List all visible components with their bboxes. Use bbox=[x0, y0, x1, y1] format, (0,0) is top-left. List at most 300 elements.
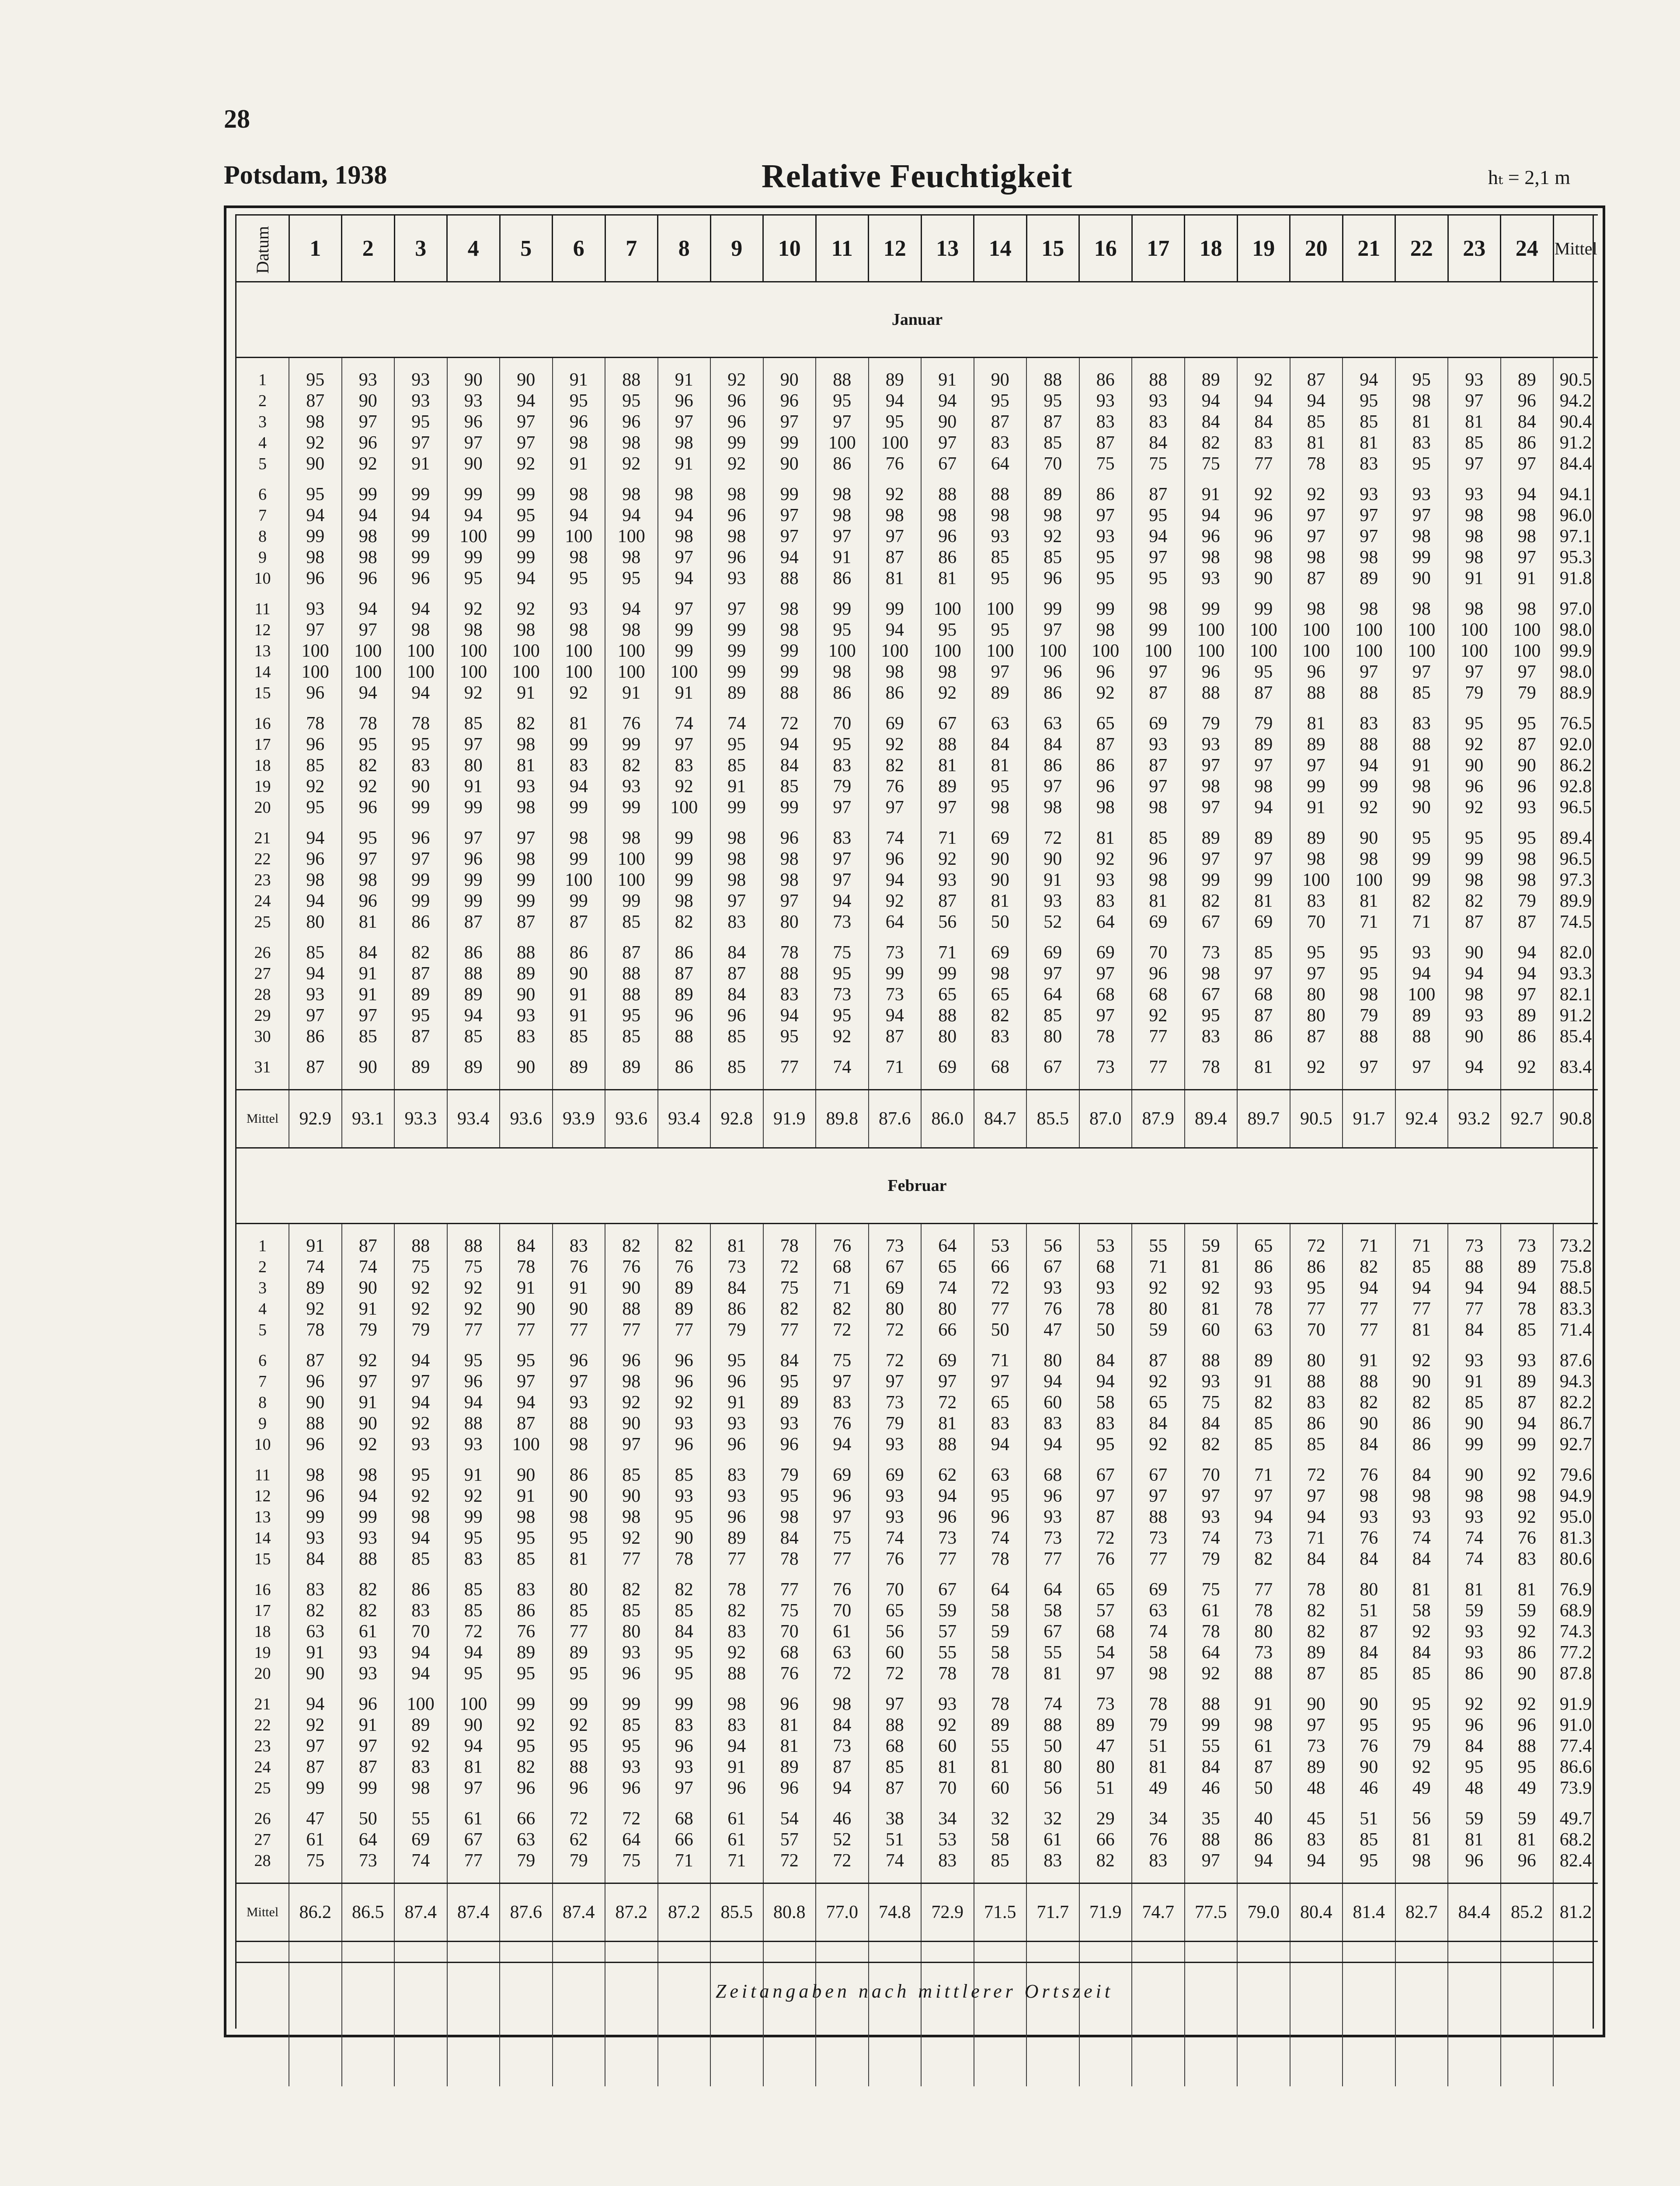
value-cell: 94 bbox=[500, 1392, 553, 1413]
blank-cell bbox=[1079, 1340, 1132, 1350]
blank-cell bbox=[394, 703, 447, 713]
day-mean: 99.9 bbox=[1553, 640, 1598, 661]
value-cell: 46 bbox=[1185, 1778, 1238, 1799]
day-mean: 95.3 bbox=[1553, 547, 1598, 568]
value-cell: 83 bbox=[974, 432, 1027, 453]
value-cell: 77 bbox=[1395, 1298, 1448, 1319]
value-cell: 96 bbox=[1026, 661, 1079, 682]
value-cell: 81 bbox=[921, 1757, 974, 1778]
blank-cell bbox=[1395, 1340, 1448, 1350]
value-cell: 94 bbox=[447, 1642, 500, 1663]
value-cell: 95 bbox=[974, 568, 1027, 589]
blank-cell bbox=[500, 589, 553, 599]
blank-cell bbox=[1079, 1871, 1132, 1883]
value-cell: 55 bbox=[1185, 1736, 1238, 1757]
blank-cell bbox=[974, 1871, 1027, 1883]
value-cell: 86 bbox=[447, 942, 500, 963]
blank-cell bbox=[1132, 933, 1185, 942]
blank-cell bbox=[605, 1942, 658, 2087]
mean-header: Mittel bbox=[1553, 215, 1598, 282]
value-cell: 81 bbox=[447, 1757, 500, 1778]
blank-cell bbox=[1448, 589, 1501, 599]
hour-mean: 87.4 bbox=[394, 1883, 447, 1942]
value-cell: 82 bbox=[605, 1236, 658, 1257]
value-cell: 93 bbox=[447, 390, 500, 411]
value-cell: 80 bbox=[605, 1621, 658, 1642]
blank-cell bbox=[1553, 1078, 1598, 1090]
value-cell: 97 bbox=[658, 599, 711, 620]
hour-mean: 91.9 bbox=[763, 1090, 816, 1148]
value-cell: 63 bbox=[1026, 713, 1079, 734]
value-cell: 79 bbox=[553, 1850, 605, 1871]
overall-mean: 90.8 bbox=[1553, 1090, 1598, 1148]
blank-cell bbox=[1395, 358, 1448, 370]
value-cell: 95 bbox=[1290, 942, 1343, 963]
blank-cell bbox=[816, 1942, 869, 2087]
value-cell: 94 bbox=[816, 1778, 869, 1799]
value-cell: 99 bbox=[394, 484, 447, 505]
value-cell: 98 bbox=[553, 547, 605, 568]
value-cell: 93 bbox=[710, 1413, 763, 1434]
blank-cell bbox=[447, 1871, 500, 1883]
value-cell: 88 bbox=[921, 1005, 974, 1026]
value-cell: 94 bbox=[289, 963, 342, 984]
blank-cell bbox=[658, 818, 711, 828]
value-cell: 59 bbox=[1501, 1600, 1554, 1621]
month-title: Februar bbox=[237, 1148, 1598, 1224]
value-cell: 83 bbox=[500, 1579, 553, 1600]
day-label: 21 bbox=[254, 1695, 271, 1713]
value-cell: 90 bbox=[447, 1715, 500, 1736]
value-cell: 90 bbox=[447, 453, 500, 474]
value-cell: 72 bbox=[1290, 1236, 1343, 1257]
blank-cell bbox=[1185, 474, 1238, 484]
value-cell: 73 bbox=[869, 1236, 922, 1257]
value-cell: 76 bbox=[605, 1257, 658, 1277]
hour-header: 4 bbox=[447, 215, 500, 282]
blank-cell bbox=[1237, 1340, 1290, 1350]
value-cell: 69 bbox=[869, 1465, 922, 1486]
value-cell: 51 bbox=[1343, 1600, 1395, 1621]
value-cell: 98 bbox=[289, 870, 342, 891]
blank-cell bbox=[1237, 1078, 1290, 1090]
value-cell: 93 bbox=[1185, 568, 1238, 589]
value-cell: 99 bbox=[394, 891, 447, 912]
blank-cell bbox=[658, 474, 711, 484]
value-cell: 82 bbox=[1343, 1392, 1395, 1413]
blank-cell bbox=[342, 1684, 395, 1694]
table-row bbox=[237, 1736, 1598, 1757]
value-cell: 97 bbox=[1079, 1486, 1132, 1507]
value-cell: 97 bbox=[921, 797, 974, 818]
blank-cell bbox=[289, 1078, 342, 1090]
value-cell: 90 bbox=[289, 453, 342, 474]
value-cell: 94 bbox=[394, 1350, 447, 1371]
value-cell: 99 bbox=[447, 1507, 500, 1528]
blank-cell bbox=[763, 1078, 816, 1090]
value-cell: 85 bbox=[605, 912, 658, 933]
value-cell: 95 bbox=[289, 484, 342, 505]
value-cell: 69 bbox=[1079, 942, 1132, 963]
blank-cell bbox=[1448, 1224, 1501, 1236]
blank-cell bbox=[237, 1047, 289, 1057]
day-mean: 71.4 bbox=[1553, 1319, 1598, 1340]
value-cell: 69 bbox=[1026, 942, 1079, 963]
blank-cell bbox=[500, 1942, 553, 2087]
value-cell: 93 bbox=[658, 1486, 711, 1507]
value-cell: 52 bbox=[816, 1829, 869, 1850]
value-cell: 78 bbox=[1237, 1298, 1290, 1319]
value-cell: 98 bbox=[1185, 776, 1238, 797]
value-cell: 79 bbox=[763, 1465, 816, 1486]
blank-cell bbox=[1185, 589, 1238, 599]
value-cell: 96 bbox=[447, 411, 500, 432]
value-cell: 96 bbox=[763, 828, 816, 849]
value-cell: 86 bbox=[1079, 369, 1132, 390]
value-cell: 95 bbox=[500, 1663, 553, 1684]
value-cell: 79 bbox=[342, 1319, 395, 1340]
value-cell: 78 bbox=[974, 1694, 1027, 1715]
blank-cell bbox=[1237, 1684, 1290, 1694]
value-cell: 97 bbox=[1343, 661, 1395, 682]
value-cell: 98 bbox=[710, 870, 763, 891]
value-cell: 94 bbox=[447, 1392, 500, 1413]
value-cell: 98 bbox=[1290, 547, 1343, 568]
value-cell: 96 bbox=[1448, 1850, 1501, 1871]
value-cell: 92 bbox=[605, 1392, 658, 1413]
blank-cell bbox=[816, 1455, 869, 1465]
value-cell: 93 bbox=[1026, 1277, 1079, 1298]
value-cell: 71 bbox=[1290, 1528, 1343, 1549]
day-mean: 68.9 bbox=[1553, 1600, 1598, 1621]
value-cell: 93 bbox=[763, 1413, 816, 1434]
blank-cell bbox=[710, 1455, 763, 1465]
value-cell: 73 bbox=[1237, 1642, 1290, 1663]
blank-cell bbox=[394, 1871, 447, 1883]
value-cell: 91 bbox=[342, 963, 395, 984]
value-cell: 81 bbox=[1237, 1057, 1290, 1078]
day-mean: 98.0 bbox=[1553, 661, 1598, 682]
value-cell: 68 bbox=[1079, 984, 1132, 1005]
mean-label: Mittel bbox=[237, 1883, 289, 1942]
hour-header: 21 bbox=[1343, 215, 1395, 282]
value-cell: 98 bbox=[658, 891, 711, 912]
day-mean: 73.2 bbox=[1553, 1236, 1598, 1257]
value-cell: 75 bbox=[1185, 453, 1238, 474]
value-cell: 96 bbox=[342, 1694, 395, 1715]
value-cell: 74 bbox=[869, 828, 922, 849]
value-cell: 98 bbox=[1343, 849, 1395, 870]
value-cell: 93 bbox=[1448, 1005, 1501, 1026]
blank-cell bbox=[1185, 1871, 1238, 1883]
blank-cell bbox=[1026, 1340, 1079, 1350]
value-cell: 98 bbox=[289, 547, 342, 568]
day-mean: 90.5 bbox=[1553, 369, 1598, 390]
blank-cell bbox=[1026, 1455, 1079, 1465]
value-cell: 95 bbox=[1343, 1715, 1395, 1736]
value-cell: 93 bbox=[658, 1413, 711, 1434]
value-cell: 100 bbox=[1079, 640, 1132, 661]
value-cell: 71 bbox=[974, 1350, 1027, 1371]
value-cell: 91 bbox=[710, 1392, 763, 1413]
value-cell: 97 bbox=[1395, 505, 1448, 526]
value-cell: 92 bbox=[394, 1413, 447, 1434]
day-mean: 89.9 bbox=[1553, 891, 1598, 912]
value-cell: 78 bbox=[921, 1663, 974, 1684]
value-cell: 85 bbox=[447, 1600, 500, 1621]
value-cell: 81 bbox=[921, 568, 974, 589]
value-cell: 100 bbox=[869, 640, 922, 661]
day-label: 20 bbox=[254, 798, 271, 817]
value-cell: 82 bbox=[1395, 891, 1448, 912]
value-cell: 98 bbox=[342, 1465, 395, 1486]
value-cell: 98 bbox=[605, 1507, 658, 1528]
value-cell: 79 bbox=[710, 1319, 763, 1340]
value-cell: 71 bbox=[1395, 912, 1448, 933]
value-cell: 72 bbox=[921, 1392, 974, 1413]
blank-cell bbox=[1290, 1224, 1343, 1236]
value-cell: 95 bbox=[816, 963, 869, 984]
value-cell: 86 bbox=[1026, 682, 1079, 703]
value-cell: 76 bbox=[816, 1236, 869, 1257]
value-cell: 72 bbox=[816, 1319, 869, 1340]
blank-cell bbox=[394, 1684, 447, 1694]
value-cell: 90 bbox=[974, 849, 1027, 870]
value-cell: 46 bbox=[816, 1808, 869, 1829]
blank-cell bbox=[1290, 1047, 1343, 1057]
value-cell: 82 bbox=[342, 1600, 395, 1621]
value-cell: 92 bbox=[1448, 797, 1501, 818]
blank-cell bbox=[869, 1047, 922, 1057]
hour-mean: 72.9 bbox=[921, 1883, 974, 1942]
day-mean: 92.0 bbox=[1553, 734, 1598, 755]
value-cell: 91 bbox=[447, 776, 500, 797]
value-cell: 81 bbox=[1395, 1319, 1448, 1340]
value-cell: 92 bbox=[1448, 734, 1501, 755]
day-label: 4 bbox=[258, 434, 267, 452]
value-cell: 69 bbox=[1237, 912, 1290, 933]
blank-cell bbox=[1132, 1684, 1185, 1694]
value-cell: 98 bbox=[500, 734, 553, 755]
blank-cell bbox=[1501, 1570, 1554, 1579]
hour-header: 24 bbox=[1501, 215, 1554, 282]
value-cell: 95 bbox=[658, 1642, 711, 1663]
value-cell: 83 bbox=[1132, 411, 1185, 432]
value-cell: 96 bbox=[710, 411, 763, 432]
blank-cell bbox=[921, 474, 974, 484]
value-cell: 83 bbox=[1501, 1549, 1554, 1570]
value-cell: 96 bbox=[710, 1507, 763, 1528]
value-cell: 98 bbox=[1343, 984, 1395, 1005]
day-label: 21 bbox=[254, 829, 271, 847]
value-cell: 95 bbox=[974, 776, 1027, 797]
value-cell: 98 bbox=[1290, 599, 1343, 620]
value-cell: 100 bbox=[658, 661, 711, 682]
value-cell: 51 bbox=[1079, 1778, 1132, 1799]
value-cell: 55 bbox=[1132, 1236, 1185, 1257]
value-cell: 53 bbox=[974, 1236, 1027, 1257]
value-cell: 92 bbox=[1395, 1757, 1448, 1778]
value-cell: 98 bbox=[816, 1694, 869, 1715]
blank-cell bbox=[974, 589, 1027, 599]
table-row bbox=[237, 849, 1598, 870]
value-cell: 66 bbox=[1079, 1829, 1132, 1850]
value-cell: 92 bbox=[447, 1486, 500, 1507]
value-cell: 94 bbox=[1343, 369, 1395, 390]
value-cell: 98 bbox=[710, 849, 763, 870]
table-row bbox=[237, 1715, 1598, 1736]
value-cell: 92 bbox=[1132, 1434, 1185, 1455]
value-cell: 88 bbox=[710, 1663, 763, 1684]
blank-cell bbox=[289, 1047, 342, 1057]
value-cell: 93 bbox=[1026, 1507, 1079, 1528]
value-cell: 98 bbox=[289, 411, 342, 432]
blank-cell bbox=[237, 1871, 289, 1883]
table-row bbox=[237, 1005, 1598, 1026]
value-cell: 92 bbox=[1132, 1277, 1185, 1298]
value-cell: 91 bbox=[1395, 755, 1448, 776]
value-cell: 81 bbox=[763, 1715, 816, 1736]
value-cell: 73 bbox=[816, 1736, 869, 1757]
value-cell: 99 bbox=[658, 870, 711, 891]
spacer-row bbox=[237, 1942, 1598, 2087]
value-cell: 99 bbox=[1448, 849, 1501, 870]
value-cell: 96 bbox=[658, 1434, 711, 1455]
value-cell: 84 bbox=[1185, 1413, 1238, 1434]
blank-cell bbox=[1290, 1340, 1343, 1350]
value-cell: 29 bbox=[1079, 1808, 1132, 1829]
blank-cell bbox=[974, 1340, 1027, 1350]
value-cell: 97 bbox=[1237, 963, 1290, 984]
value-cell: 92 bbox=[342, 1350, 395, 1371]
value-cell: 93 bbox=[869, 1486, 922, 1507]
value-cell: 76 bbox=[869, 776, 922, 797]
value-cell: 92 bbox=[1501, 1694, 1554, 1715]
value-cell: 89 bbox=[1290, 828, 1343, 849]
value-cell: 94 bbox=[342, 599, 395, 620]
blank-cell bbox=[1343, 358, 1395, 370]
table-row bbox=[237, 1663, 1598, 1684]
height-note: hₜ = 2,1 m bbox=[1488, 166, 1570, 188]
value-cell: 99 bbox=[658, 620, 711, 640]
hour-mean: 93.3 bbox=[394, 1090, 447, 1148]
value-cell: 96 bbox=[763, 1694, 816, 1715]
value-cell: 83 bbox=[1290, 1392, 1343, 1413]
value-cell: 88 bbox=[1026, 369, 1079, 390]
table-row bbox=[237, 661, 1598, 682]
value-cell: 77 bbox=[1237, 453, 1290, 474]
day-mean: 83.4 bbox=[1553, 1057, 1598, 1078]
value-cell: 99 bbox=[763, 661, 816, 682]
value-cell: 93 bbox=[974, 526, 1027, 547]
value-cell: 81 bbox=[921, 1413, 974, 1434]
value-cell: 85 bbox=[1290, 1434, 1343, 1455]
value-cell: 98 bbox=[1501, 870, 1554, 891]
day-mean: 76.5 bbox=[1553, 713, 1598, 734]
value-cell: 96 bbox=[1501, 1715, 1554, 1736]
value-cell: 88 bbox=[1343, 734, 1395, 755]
value-cell: 77 bbox=[447, 1850, 500, 1871]
value-cell: 91 bbox=[710, 1757, 763, 1778]
value-cell: 96 bbox=[658, 390, 711, 411]
value-cell: 77 bbox=[500, 1319, 553, 1340]
blank-cell bbox=[710, 933, 763, 942]
value-cell: 92 bbox=[1501, 1621, 1554, 1642]
value-cell: 98 bbox=[1132, 599, 1185, 620]
value-cell: 87 bbox=[1132, 682, 1185, 703]
month-title: Januar bbox=[237, 282, 1598, 358]
day-mean: 74.5 bbox=[1553, 912, 1598, 933]
blank-cell bbox=[974, 1224, 1027, 1236]
blank-cell bbox=[1079, 933, 1132, 942]
value-cell: 100 bbox=[658, 797, 711, 818]
value-cell: 96 bbox=[553, 1778, 605, 1799]
value-cell: 94 bbox=[869, 620, 922, 640]
value-cell: 93 bbox=[1079, 1277, 1132, 1298]
blank-cell bbox=[553, 1455, 605, 1465]
value-cell: 80 bbox=[553, 1579, 605, 1600]
blank-cell bbox=[342, 1799, 395, 1808]
value-cell: 99 bbox=[553, 734, 605, 755]
value-cell: 89 bbox=[974, 1715, 1027, 1736]
blank-cell bbox=[553, 818, 605, 828]
blank-cell bbox=[447, 474, 500, 484]
blank-cell bbox=[1132, 589, 1185, 599]
value-cell: 98 bbox=[500, 1507, 553, 1528]
value-cell: 90 bbox=[605, 1486, 658, 1507]
value-cell: 93 bbox=[1026, 891, 1079, 912]
value-cell: 59 bbox=[1501, 1808, 1554, 1829]
value-cell: 65 bbox=[1079, 713, 1132, 734]
value-cell: 99 bbox=[342, 484, 395, 505]
table-row bbox=[237, 1642, 1598, 1663]
value-cell: 95 bbox=[974, 1486, 1027, 1507]
value-cell: 95 bbox=[1185, 1005, 1238, 1026]
value-cell: 96 bbox=[447, 849, 500, 870]
value-cell: 87 bbox=[1290, 1026, 1343, 1047]
value-cell: 96 bbox=[342, 432, 395, 453]
blank-cell bbox=[1132, 818, 1185, 828]
hour-mean: 87.4 bbox=[553, 1883, 605, 1942]
day-mean: 82.4 bbox=[1553, 1850, 1598, 1871]
value-cell: 95 bbox=[394, 1465, 447, 1486]
value-cell: 61 bbox=[1237, 1736, 1290, 1757]
value-cell: 95 bbox=[974, 390, 1027, 411]
blank-cell bbox=[605, 1455, 658, 1465]
value-cell: 96 bbox=[394, 828, 447, 849]
value-cell: 85 bbox=[605, 1026, 658, 1047]
sep-row bbox=[237, 818, 1598, 828]
blank-cell bbox=[1343, 1570, 1395, 1579]
value-cell: 99 bbox=[1185, 599, 1238, 620]
value-cell: 56 bbox=[921, 912, 974, 933]
value-cell: 78 bbox=[1079, 1298, 1132, 1319]
value-cell: 99 bbox=[710, 797, 763, 818]
value-cell: 93 bbox=[342, 1642, 395, 1663]
value-cell: 96 bbox=[289, 1486, 342, 1507]
value-cell: 99 bbox=[1026, 599, 1079, 620]
value-cell: 99 bbox=[658, 640, 711, 661]
value-cell: 93 bbox=[342, 369, 395, 390]
blank-cell bbox=[289, 1224, 342, 1236]
value-cell: 80 bbox=[921, 1026, 974, 1047]
blank-cell bbox=[1448, 1942, 1501, 2087]
blank-cell bbox=[237, 1570, 289, 1579]
table-row bbox=[237, 1371, 1598, 1392]
value-cell: 88 bbox=[921, 1434, 974, 1455]
value-cell: 97 bbox=[1290, 1715, 1343, 1736]
value-cell: 95 bbox=[605, 390, 658, 411]
